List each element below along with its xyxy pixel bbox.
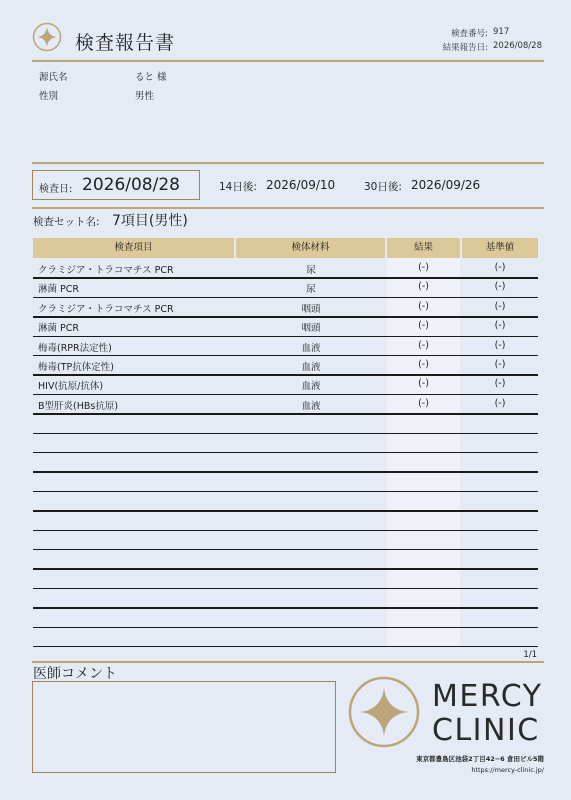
cell-reference: (-) bbox=[494, 300, 506, 312]
cell-material: 血液 bbox=[301, 381, 321, 393]
dates-divider bbox=[32, 207, 544, 209]
table-row-line bbox=[33, 394, 538, 395]
exam-date-box bbox=[32, 170, 200, 200]
cell-item: 淋菌 PCR bbox=[38, 323, 79, 335]
exam-date: 2026/08/28 bbox=[82, 175, 180, 195]
clinic-name-line2: CLINIC bbox=[432, 713, 540, 748]
exam-number-label: 検査番号: bbox=[451, 29, 488, 39]
cell-reference: (-) bbox=[494, 359, 506, 370]
header-item: 検査項目 bbox=[33, 238, 234, 258]
table-row-line bbox=[33, 277, 538, 278]
cell-reference: (-) bbox=[494, 281, 506, 293]
table-row-line bbox=[33, 530, 538, 531]
cell-reference: (-) bbox=[494, 320, 506, 332]
cell-result: (-) bbox=[418, 378, 429, 390]
exam-set-label: 検査セット名: bbox=[33, 216, 100, 228]
cell-material: 血液 bbox=[301, 362, 321, 373]
cell-result: (-) bbox=[418, 339, 429, 351]
patient-name: ると 様 bbox=[135, 72, 167, 83]
patient-name-label: 源氏名 bbox=[39, 72, 68, 83]
header-result: 結果 bbox=[387, 238, 460, 258]
table-row-line bbox=[33, 607, 538, 608]
table-row-line bbox=[33, 355, 538, 356]
exam-number: 917 bbox=[493, 27, 510, 37]
clinic-name-line1: MERCY bbox=[432, 679, 543, 714]
table-row-line bbox=[33, 413, 538, 414]
page-number: 1/1 bbox=[523, 650, 537, 660]
table-row-line bbox=[33, 433, 538, 434]
after14-label: 14日後: bbox=[219, 181, 257, 193]
cell-result: (-) bbox=[418, 397, 429, 409]
cell-item: 梅毒(TP抗体定性) bbox=[38, 362, 114, 373]
cell-material: 血液 bbox=[301, 400, 321, 412]
table-row-line bbox=[33, 549, 538, 550]
cell-reference: (-) bbox=[494, 339, 506, 351]
doctor-comment-box bbox=[32, 681, 336, 773]
info-divider bbox=[32, 162, 544, 164]
report-date-label: 結果報告日: bbox=[442, 43, 488, 53]
table-row-line bbox=[33, 588, 538, 589]
cell-item: 梅毒(RPR法定性) bbox=[38, 342, 112, 354]
cell-result: (-) bbox=[418, 300, 429, 312]
clinic-url: https://mercy-clinic.jp/ bbox=[471, 766, 544, 774]
exam-set-name: 7項目(男性) bbox=[112, 213, 188, 229]
cell-item: クラミジア・トラコマチス PCR bbox=[38, 303, 174, 315]
cell-item: クラミジア・トラコマチス PCR bbox=[38, 265, 174, 276]
table-row-line bbox=[33, 374, 538, 375]
document-title: 検査報告書 bbox=[75, 32, 176, 54]
cell-reference: (-) bbox=[494, 262, 506, 273]
result-column-shade bbox=[387, 238, 460, 646]
table-row-line bbox=[33, 471, 538, 472]
doctor-comment-title: 医師コメント bbox=[33, 666, 117, 682]
patient-sex-label: 性別 bbox=[39, 91, 59, 102]
table-row-line bbox=[33, 336, 538, 337]
after14-date: 2026/09/10 bbox=[266, 178, 336, 192]
star-logo-icon bbox=[32, 22, 62, 52]
cell-result: (-) bbox=[418, 359, 429, 370]
cell-material: 尿 bbox=[306, 284, 316, 296]
table-row-line bbox=[33, 627, 538, 628]
cell-item: 淋菌 PCR bbox=[38, 284, 79, 296]
cell-material: 咽頭 bbox=[301, 323, 321, 335]
table-row-line bbox=[33, 646, 538, 647]
after30-label: 30日後: bbox=[364, 181, 402, 193]
cell-material: 咽頭 bbox=[301, 303, 321, 315]
cell-result: (-) bbox=[418, 320, 429, 332]
table-row-line bbox=[33, 297, 538, 298]
table-row-line bbox=[33, 316, 538, 317]
clinic-star-logo-icon bbox=[348, 676, 420, 748]
table-row-line bbox=[33, 510, 538, 511]
cell-item: B型肝炎(HBs抗原) bbox=[38, 400, 119, 412]
report-date: 2026/08/28 bbox=[493, 41, 542, 51]
header-divider bbox=[32, 60, 544, 62]
cell-material: 尿 bbox=[306, 265, 316, 276]
patient-sex: 男性 bbox=[135, 91, 155, 102]
exam-date-label: 検査日: bbox=[39, 184, 73, 195]
table-row-line bbox=[33, 491, 538, 492]
cell-item: HIV(抗原/抗体) bbox=[38, 381, 104, 393]
table-row-line bbox=[33, 452, 538, 453]
cell-material: 血液 bbox=[301, 342, 321, 354]
cell-result: (-) bbox=[418, 262, 429, 273]
clinic-address: 東京都豊島区池袋2丁目42−6 倉田ビル5階 bbox=[416, 755, 544, 763]
cell-reference: (-) bbox=[494, 397, 506, 409]
cell-result: (-) bbox=[418, 281, 429, 293]
cell-reference: (-) bbox=[494, 378, 506, 390]
table-row-line bbox=[33, 568, 538, 569]
header-reference: 基準値 bbox=[462, 238, 538, 258]
after30-date: 2026/09/26 bbox=[411, 178, 481, 192]
header-material: 検体材料 bbox=[236, 238, 385, 258]
